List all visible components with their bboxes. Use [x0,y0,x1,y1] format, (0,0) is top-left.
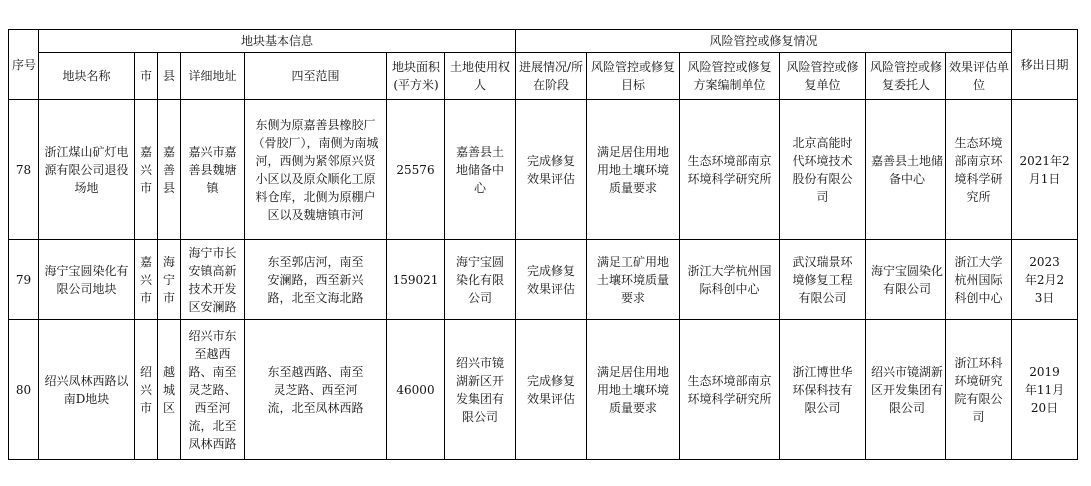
cell-area: 159021 [387,240,445,320]
table-row [9,320,1078,460]
header-plan-unit: 风险管控或修复方案编制单位 [680,53,780,100]
cell-removal-date: 2023年2月23日 [1012,240,1078,320]
cell-area: 46000 [387,320,445,460]
cell-seq: 78 [9,100,39,240]
cell-seq: 80 [9,320,39,460]
table-row [9,100,1078,240]
cell-eval-unit: 浙江大学杭州国际科创中心 [946,240,1012,320]
header-name: 地块名称 [39,53,135,100]
cell-goal: 满足居住用地用地土壤环境质量要求 [587,320,680,460]
cell-plan-unit: 生态环境部南京环境科学研究所 [680,320,780,460]
header-removal-date: 移出日期 [1012,30,1078,100]
contaminated-land-table [8,29,1078,460]
header-row-columns [9,53,1078,100]
cell-removal-date: 2021年2月1日 [1012,100,1078,240]
cell-client: 绍兴市镜湖新区开发集团有限公司 [866,320,946,460]
header-eval-unit: 效果评估单位 [946,53,1012,100]
cell-city: 绍兴市 [135,320,158,460]
cell-eval-unit: 生态环境部南京环境科学研究所 [946,100,1012,240]
cell-seq: 79 [9,240,39,320]
cell-bounds: 东至越西路、南至灵芝路、西至河流，北至凤林西路 [245,320,387,460]
cell-city: 嘉兴市 [135,240,158,320]
header-client: 风险管控或修复委托人 [866,53,946,100]
header-group-basic: 地块基本信息 [39,30,516,53]
header-seq: 序号 [9,30,39,100]
cell-repair-unit: 北京高能时代环境技术股份有限公司 [780,100,866,240]
cell-bounds: 东侧为原嘉善县橡胶厂（骨胶厂），南侧为南城河，西侧为紧邻原兴贤小区以及原众顺化工原料仓库，北侧为原棚户区以及魏塘镇市河 [245,100,387,240]
cell-right-holder: 嘉善县土地储备中心 [445,100,516,240]
header-city: 市 [135,53,158,100]
header-area: 地块面积(平方米) [387,53,445,100]
cell-address: 绍兴市东至越西路、南至灵芝路、西至河流，北至凤林西路 [181,320,245,460]
cell-bounds: 东至郭店河，南至安澜路，西至新兴路，北至文海北路 [245,240,387,320]
cell-client: 嘉善县土地储备中心 [866,100,946,240]
cell-stage: 完成修复效果评估 [516,320,587,460]
cell-repair-unit: 武汉瑞景环境修复工程有限公司 [780,240,866,320]
cell-county: 嘉善县 [158,100,181,240]
cell-goal: 满足工矿用地土壤环境质量要求 [587,240,680,320]
cell-name: 海宁宝圆染化有限公司地块 [39,240,135,320]
cell-eval-unit: 浙江环科环境研究院有限公司 [946,320,1012,460]
cell-removal-date: 2019年11月20日 [1012,320,1078,460]
cell-goal: 满足居住用地用地土壤环境质量要求 [587,100,680,240]
cell-right-holder: 海宁宝圆染化有限公司 [445,240,516,320]
cell-city: 嘉兴市 [135,100,158,240]
cell-county: 海宁市 [158,240,181,320]
cell-stage: 完成修复效果评估 [516,100,587,240]
table-container [8,29,1078,460]
cell-name: 浙江煤山矿灯电源有限公司退役场地 [39,100,135,240]
cell-address: 海宁市长安镇高新技术开发区安澜路 [181,240,245,320]
cell-name: 绍兴凤林西路以南D地块 [39,320,135,460]
header-bounds: 四至范围 [245,53,387,100]
header-address: 详细地址 [181,53,245,100]
cell-client: 海宁宝圆染化有限公司 [866,240,946,320]
cell-right-holder: 绍兴市镜湖新区开发集团有限公司 [445,320,516,460]
cell-plan-unit: 浙江大学杭州国际科创中心 [680,240,780,320]
header-right-holder: 土地使用权人 [445,53,516,100]
header-goal: 风险管控或修复目标 [587,53,680,100]
header-repair-unit: 风险管控或修复单位 [780,53,866,100]
table-row [9,240,1078,320]
cell-plan-unit: 生态环境部南京环境科学研究所 [680,100,780,240]
cell-county: 越城区 [158,320,181,460]
header-row-groups [9,30,1078,53]
header-stage: 进展情况/所在阶段 [516,53,587,100]
cell-area: 25576 [387,100,445,240]
header-county: 县 [158,53,181,100]
cell-stage: 完成修复效果评估 [516,240,587,320]
header-group-risk: 风险管控或修复情况 [516,30,1012,53]
cell-repair-unit: 浙江博世华环保科技有限公司 [780,320,866,460]
cell-address: 嘉兴市嘉善县魏塘镇 [181,100,245,240]
